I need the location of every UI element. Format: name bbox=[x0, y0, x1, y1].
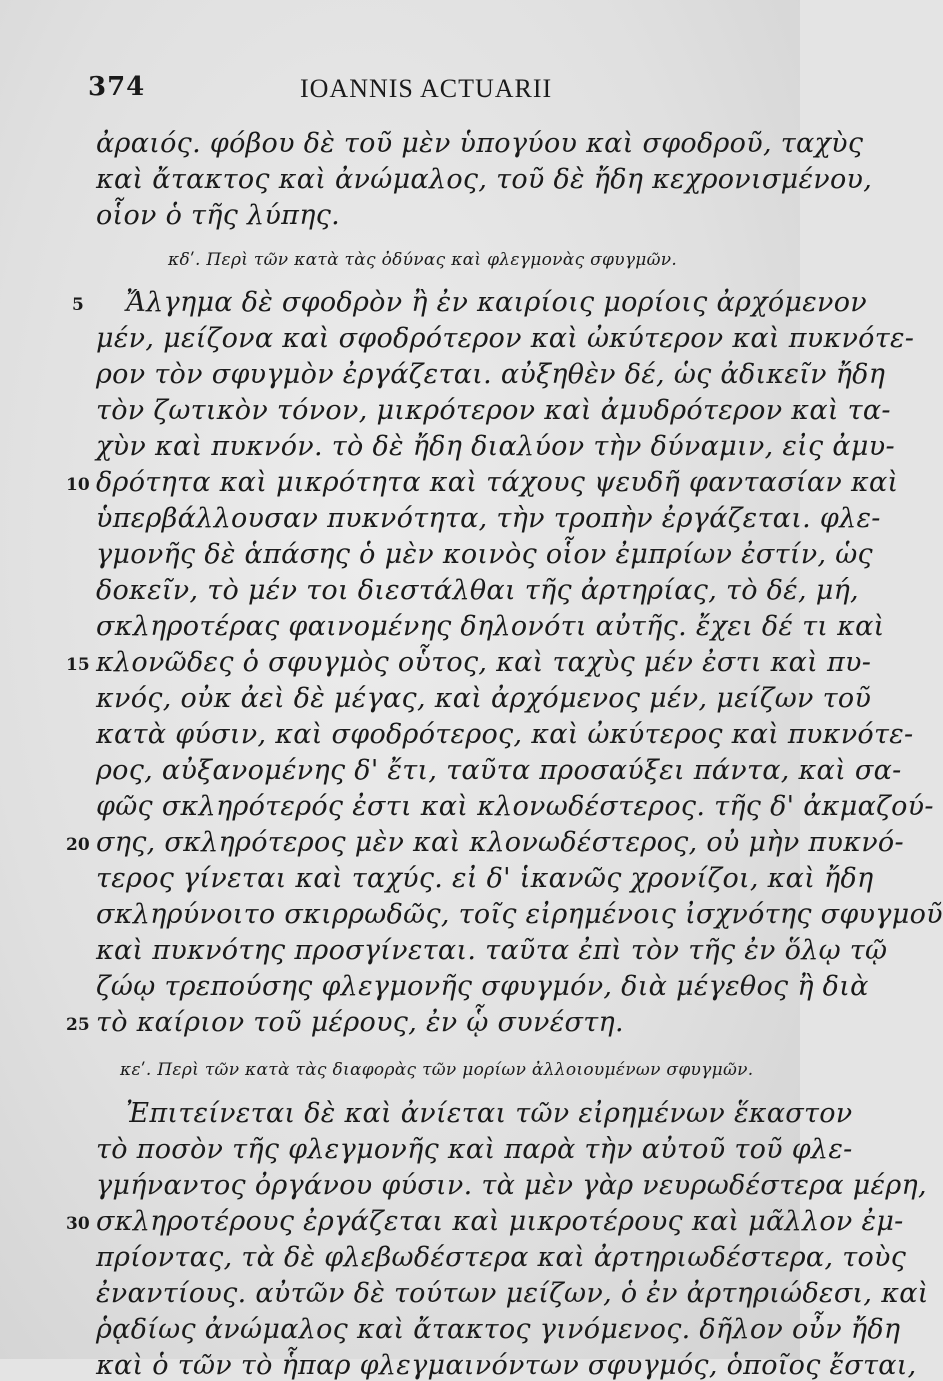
line-number: 25 bbox=[66, 1015, 90, 1035]
line-number: 15 bbox=[66, 655, 90, 675]
text-line: κατὰ φύσιν, καὶ σφοδρότερος, καὶ ὠκύτερος καὶ πυκνότε- bbox=[96, 719, 914, 750]
text-line: τερος γίνεται καὶ ταχύς. εἰ δ' ἱκανῶς χρονίζοι, καὶ ἤδη bbox=[96, 863, 874, 894]
text-line: σκληροτέρας φαινομένης δηλονότι αὐτῆς. ἔχει δέ τι καὶ bbox=[96, 611, 885, 642]
text-line: ἀραιός. φόβου δὲ τοῦ μὲν ὑπογύου καὶ σφοδροῦ, ταχὺς bbox=[96, 128, 864, 159]
text-line: τὸ ποσὸν τῆς φλεγμονῆς καὶ παρὰ τὴν αὐτοῦ τοῦ φλε- bbox=[96, 1134, 853, 1165]
text-line: ρον τὸν σφυγμὸν ἐργάζεται. αὐξηθὲν δέ, ὡς ἀδικεῖν ἤδη bbox=[96, 359, 886, 390]
text-line: τὸν ζωτικὸν τόνον, μικρότερον καὶ ἀμυδρότερον καὶ τα- bbox=[96, 395, 891, 426]
text-line: οἷον ὁ τῆς λύπης. bbox=[96, 200, 340, 231]
text-line: καὶ ἄτακτος καὶ ἀνώμαλος, τοῦ δὲ ἤδη κεχρονισμένου, bbox=[96, 164, 873, 195]
text-line: φῶς σκληρότερός ἐστι καὶ κλονωδέστερος. τῆς δ' ἀκμαζού- bbox=[96, 791, 934, 822]
text-line: σκληρύνοιτο σκιρρωδῶς, τοῖς εἰρημένοις ἰσχνότης σφυγμοῦ bbox=[96, 899, 943, 930]
text-line: τὸ καίριον τοῦ μέρους, ἐν ᾧ συνέστη. bbox=[96, 1007, 624, 1038]
text-line: χὺν καὶ πυκνόν. τὸ δὲ ἤδη διαλύον τὴν δύναμιν, εἰς ἀμυ- bbox=[96, 431, 895, 462]
text-line: σκληροτέρους ἐργάζεται καὶ μικροτέρους καὶ μᾶλλον ἐμ- bbox=[96, 1206, 904, 1237]
text-line: καὶ πυκνότης προσγίνεται. ταῦτα ἐπὶ τὸν τῆς ἐν ὅλῳ τῷ bbox=[96, 935, 888, 966]
text-line: ζώῳ τρεπούσης φλεγμονῆς σφυγμόν, διὰ μέγεθος ἢ διὰ bbox=[96, 971, 869, 1002]
text-line: πρίοντας, τὰ δὲ φλεβωδέστερα καὶ ἀρτηριωδέστερα, τοὺς bbox=[96, 1242, 907, 1273]
text-line: κνός, οὐκ ἀεὶ δὲ μέγας, καὶ ἀρχόμενος μέν, μείζων τοῦ bbox=[96, 683, 872, 714]
text-line: καὶ ὁ τῶν τὸ ἧπαρ φλεγμαινόντων σφυγμός, ὁποῖος ἔσται, bbox=[96, 1350, 917, 1381]
section-heading-ke: κεʹ. Περὶ τῶν κατὰ τὰς διαφορὰς τῶν μορίων ἀλλοιουμένων σφυγμῶν. bbox=[120, 1060, 754, 1080]
text-line: Ἄλγημα δὲ σφοδρὸν ἢ ἐν καιρίοις μορίοις ἀρχόμενον bbox=[126, 287, 868, 318]
text-line: μέν, μείζονα καὶ σφοδρότερον καὶ ὠκύτερον καὶ πυκνότε- bbox=[96, 323, 915, 354]
line-number: 20 bbox=[66, 835, 90, 855]
text-line: Ἐπιτείνεται δὲ καὶ ἀνίεται τῶν εἰρημένων ἕκαστον bbox=[126, 1098, 853, 1129]
text-line: ἐναντίους. αὐτῶν δὲ τούτων μείζων, ὁ ἐν ἀρτηριώδεσι, καὶ bbox=[96, 1278, 929, 1309]
running-title: IOANNIS ACTUARII bbox=[300, 74, 553, 103]
text-line: ὑπερβάλλουσαν πυκνότητα, τὴν τροπὴν ἐργάζεται. φλε- bbox=[96, 503, 881, 534]
text-line: ῥᾳδίως ἀνώμαλος καὶ ἄτακτος γινόμενος. δῆλον οὖν ἤδη bbox=[96, 1314, 901, 1345]
text-line: σης, σκληρότερος μὲν καὶ κλονωδέστερος, οὐ μὴν πυκνό- bbox=[96, 827, 904, 858]
page-header bbox=[88, 72, 553, 112]
page-number: 374 bbox=[88, 72, 146, 102]
line-number: 10 bbox=[66, 475, 90, 495]
text-line: κλονῶδες ὁ σφυγμὸς οὗτος, καὶ ταχὺς μέν ἐστι καὶ πυ- bbox=[96, 647, 872, 678]
section-heading-kd: κδʹ. Περὶ τῶν κατὰ τὰς ὀδύνας καὶ φλεγμονὰς σφυγμῶν. bbox=[168, 250, 678, 270]
text-line: δοκεῖν, τὸ μέν τοι διεστάλθαι τῆς ἀρτηρίας, τὸ δέ, μή, bbox=[96, 575, 859, 606]
text-line: δρότητα καὶ μικρότητα καὶ τάχους ψευδῆ φαντασίαν καὶ bbox=[96, 467, 899, 498]
line-number: 5 bbox=[72, 295, 84, 315]
text-line: ρος, αὐξανομένης δ' ἔτι, ταῦτα προσαύξει πάντα, καὶ σα- bbox=[96, 755, 902, 786]
line-number: 30 bbox=[66, 1214, 90, 1234]
text-line: γμήναντος ὀργάνου φύσιν. τὰ μὲν γὰρ νευρωδέστερα μέρη, bbox=[96, 1170, 927, 1201]
text-line: γμονῆς δὲ ἁπάσης ὁ μὲν κοινὸς οἷον ἐμπρίων ἐστίν, ὡς bbox=[96, 539, 873, 570]
